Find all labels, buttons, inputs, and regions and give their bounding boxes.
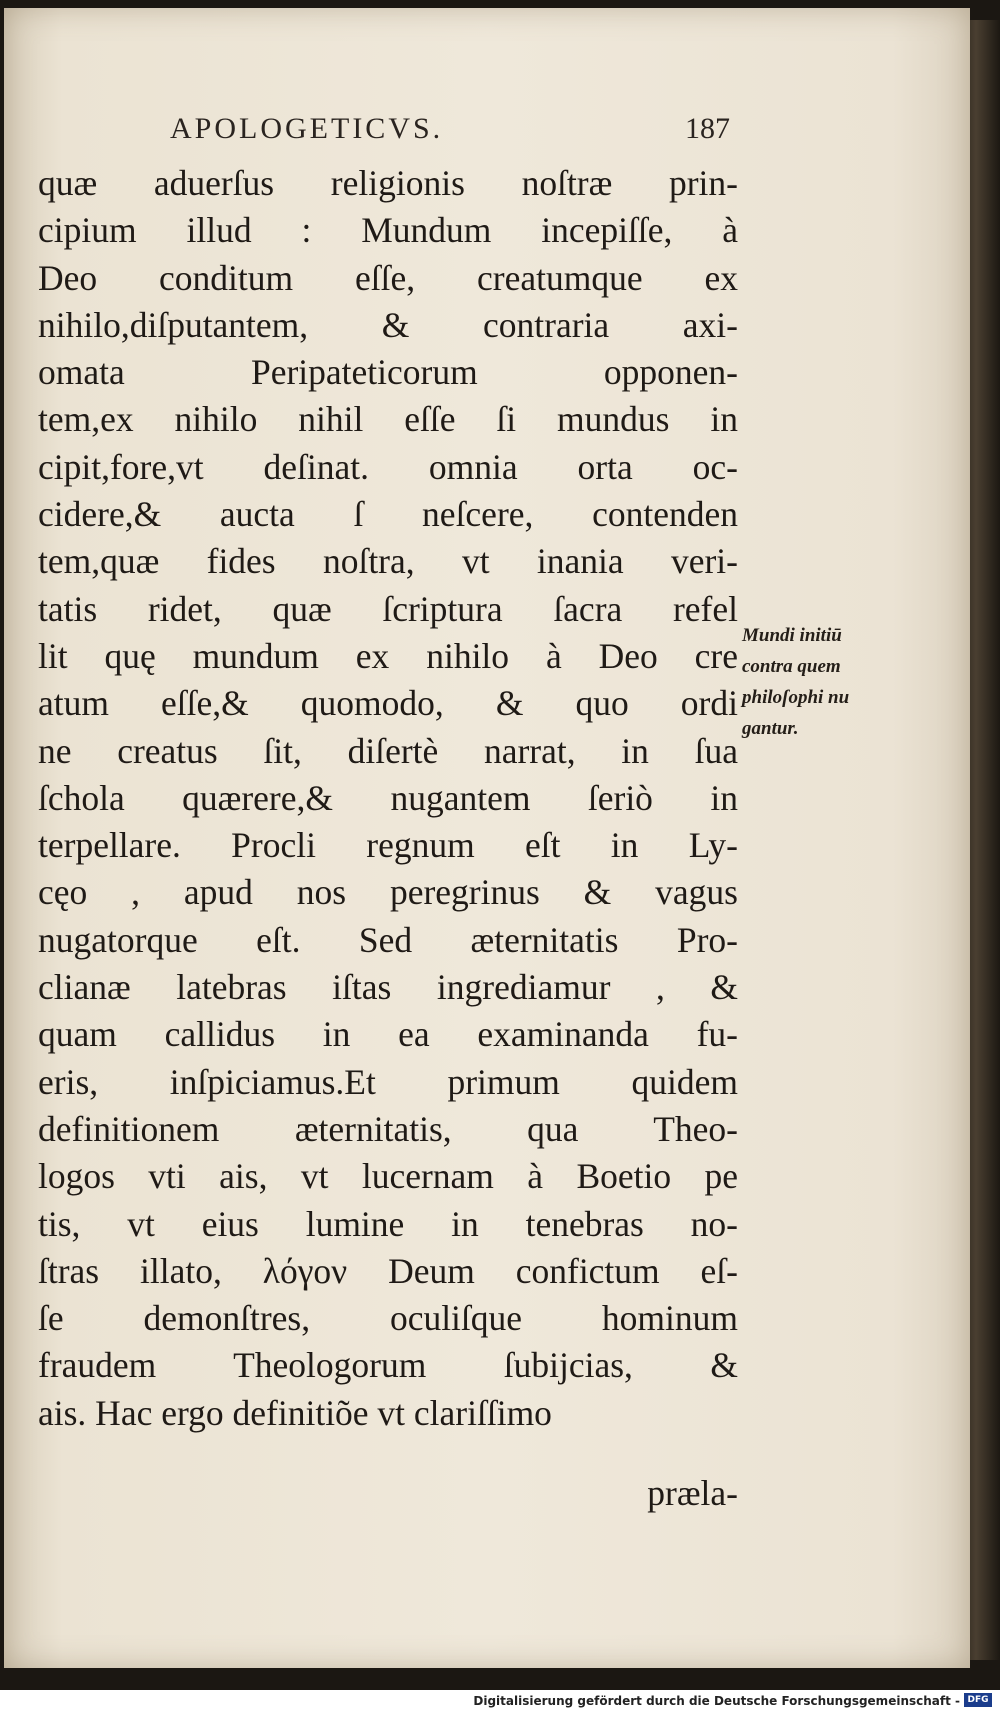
marginal-note	[742, 620, 952, 744]
text-line: quam callidus in ea examinanda fu-	[38, 1014, 738, 1055]
text-line: ſtras illato, λόγον Deum confictum eſ-	[38, 1250, 738, 1291]
text-line: quæ aduerſus religionis noſtræ prin-	[38, 163, 738, 203]
text-line: fraudem Theologorum ſubijcias, &	[38, 1345, 738, 1386]
digitization-credit: Digitalisierung gefördert durch die Deutsche Forschungsgemeinschaft -	[473, 1694, 960, 1708]
text-line: clianæ latebras iſtas ingrediamur , &	[38, 967, 738, 1008]
text-line: tem,ex nihilo nihil eſſe ſi mundus in	[38, 399, 738, 440]
marginal-note-line: philoſophi nu	[742, 687, 850, 708]
text-line: ais. Hac ergo definitiõe vt clariſſimo	[38, 1392, 552, 1433]
text-line: omata Peripateticorum opponen-	[38, 352, 738, 393]
marginal-note-line: Mundi initiū	[742, 625, 842, 646]
text-line: Deo conditum eſſe, creatumque ex	[38, 257, 738, 298]
text-line: cidere,& aucta ſ neſcere, contenden	[38, 494, 738, 535]
body-text	[38, 160, 738, 1437]
page-number: 187	[685, 112, 730, 145]
text-line: ſchola quærere,& nugantem ſeriò in	[38, 777, 738, 818]
text-line: lit quę mundum ex nihilo à Deo cre	[38, 635, 738, 676]
text-line: terpellare. Procli regnum eſt in Ly-	[38, 825, 738, 866]
page-header	[170, 112, 730, 152]
text-line: cęo , apud nos peregrinus & vagus	[38, 872, 738, 913]
catchword: præla-	[647, 1473, 738, 1513]
running-head: APOLOGETICVS.	[170, 112, 444, 145]
text-line: cipium illud : Mundum incepiſſe, à	[38, 210, 738, 251]
text-line: nugatorque eſt. Sed æternitatis Pro-	[38, 919, 738, 960]
text-line: cipit,fore,vt deſinat. omnia orta oc-	[38, 446, 738, 487]
text-line: ne creatus ſit, diſertè narrat, in ſua	[38, 730, 738, 771]
marginal-note-line: gantur.	[742, 718, 799, 739]
text-line: tis, vt eius lumine in tenebras no-	[38, 1203, 738, 1244]
text-line: definitionem æternitatis, qua Theo-	[38, 1108, 738, 1149]
text-line: nihilo,diſputantem, & contraria axi-	[38, 304, 738, 345]
text-line: logos vti ais, vt lucernam à Boetio pe	[38, 1156, 738, 1197]
catchword-line	[38, 1472, 738, 1519]
text-line: ſe demonſtres, oculiſque hominum	[38, 1298, 738, 1339]
text-line: tem,quæ fides noſtra, vt inania veri-	[38, 541, 738, 582]
text-line: atum eſſe,& quomodo, & quo ordi	[38, 683, 738, 724]
text-line: tatis ridet, quæ ſcriptura ſacra refel	[38, 588, 738, 629]
text-line: eris, inſpiciamus.Et primum quidem	[38, 1061, 738, 1102]
dfg-logo: DFG	[964, 1693, 992, 1707]
marginal-note-line: contra quem	[742, 656, 841, 677]
